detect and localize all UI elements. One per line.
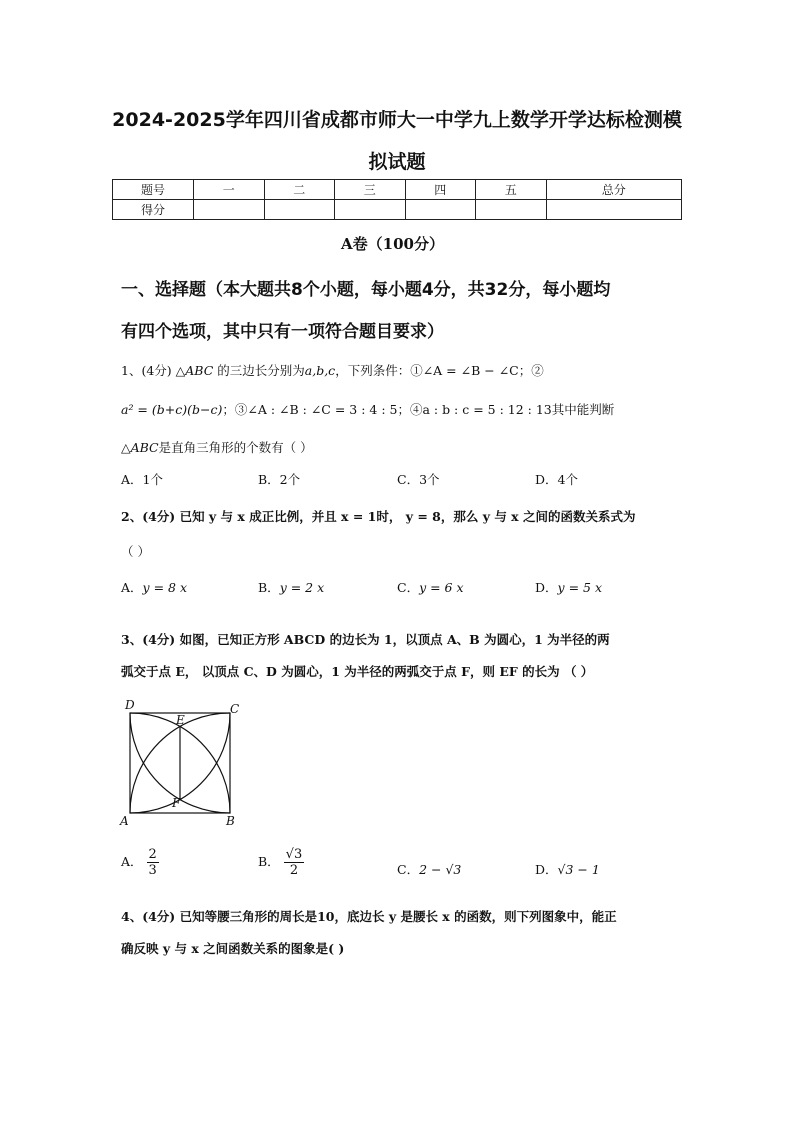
score-cell: 三: [335, 180, 406, 200]
q1-option-b[interactable]: B．2个: [258, 472, 301, 487]
score-input-cell: [264, 200, 335, 220]
label-b: B: [226, 814, 235, 828]
q2-option-a[interactable]: [121, 578, 187, 596]
part-a-heading: A卷（100分）: [341, 235, 444, 253]
score-cell: 四: [405, 180, 476, 200]
q3-option-label: B．: [258, 854, 280, 869]
q2-option-expr: y = 6 x: [419, 580, 464, 595]
q2-line2: （ ）: [121, 544, 150, 559]
score-input-cell: [335, 200, 406, 220]
q3-option-label: D．: [535, 862, 558, 877]
q3-option-a-fraction: [147, 847, 159, 878]
q3-option-d[interactable]: [535, 860, 600, 878]
q3-option-b[interactable]: [258, 847, 304, 878]
score-cell: 二: [264, 180, 335, 200]
fraction-denominator: 3: [148, 863, 157, 878]
q4-line1: 4、(4分) 已知等腰三角形的周长是10，底边长 y 是腰长 x 的函数，则下列图象中，能正: [121, 909, 617, 924]
q1-condition34: ；③∠A : ∠B : ∠C = 3 : 4 : 5；④a : b : c = 5 : 12 : 13: [222, 402, 552, 417]
q3-option-a[interactable]: [121, 847, 159, 878]
q2-option-label: C．: [397, 580, 420, 595]
score-cell: 题号: [113, 180, 194, 200]
q1-conditions: ，下列条件：①∠A = ∠B − ∠C；②: [335, 363, 544, 378]
q1-text4: 是直角三角形的个数有（ ）: [158, 440, 313, 455]
q2-option-expr: y = 2 x: [279, 580, 325, 595]
q3-option-label: C．: [397, 862, 420, 877]
q2-option-expr: y = 8 x: [142, 580, 187, 595]
q3-square-figure: [116, 696, 246, 828]
score-cell: 得分: [113, 200, 194, 220]
q2-option-d[interactable]: [535, 578, 602, 596]
q4-line2: 确反映 y 与 x 之间函数关系的图象是( ): [121, 941, 345, 956]
q1-line2: [121, 400, 614, 418]
score-cell: 一: [194, 180, 265, 200]
score-table-header-row: [113, 180, 682, 200]
q2-option-expr: y = 5 x: [557, 580, 602, 595]
q3-option-label: A．: [121, 854, 143, 869]
q1-condition2: a² = (b+c)(b−c): [121, 402, 223, 417]
q1-option-d[interactable]: D．4个: [535, 472, 578, 487]
q1-option-c[interactable]: C．3个: [397, 472, 440, 487]
fraction-numerator: 2: [148, 847, 157, 862]
q3-option-expr: 2 − √3: [419, 862, 462, 877]
q1-line3: [121, 438, 313, 456]
q1-text3: 其中能判断: [551, 402, 615, 417]
q3-option-expr: √3 − 1: [557, 862, 600, 877]
score-input-cell: [194, 200, 265, 220]
label-d: D: [125, 698, 135, 712]
exam-title-line1: 2024-2025学年四川省成都市师大一中学九上数学开学达标检测模: [112, 109, 682, 131]
q2-option-b[interactable]: [258, 578, 324, 596]
label-f: F: [172, 796, 181, 810]
score-table-score-row: [113, 200, 682, 220]
score-input-cell: [546, 200, 682, 220]
q1-option-a[interactable]: A．1个: [121, 472, 163, 487]
q3-option-b-fraction: [284, 847, 305, 878]
section1-heading-line2: 有四个选项，其中只有一项符合题目要求）: [121, 322, 444, 342]
exam-title-line2: 拟试题: [368, 151, 426, 173]
q1-prefix: 1、(4分): [121, 363, 172, 378]
label-e: E: [176, 713, 185, 727]
label-a: A: [120, 814, 129, 828]
fraction-numerator: √3: [285, 847, 303, 862]
q1-text: 的三边长分别为: [217, 363, 305, 378]
q1-sides: a,b,c: [304, 363, 336, 378]
q1-triangle2: △ABC: [121, 440, 159, 455]
fraction-denominator: 2: [289, 863, 299, 878]
section1-heading-line1: 一、选择题（本大题共8个小题，每小题4分，共32分，每小题均: [121, 280, 611, 300]
q1-triangle: △ABC: [175, 363, 214, 378]
score-cell: 五: [476, 180, 547, 200]
score-input-cell: [405, 200, 476, 220]
q2-option-label: D．: [535, 580, 558, 595]
q2-line1: 2、(4分) 已知 y 与 x 成正比例，并且 x = 1时， y = 8，那么 y 与 x 之间的函数关系式为: [121, 509, 636, 524]
q3-line2: 弧交于点 E， 以顶点 C、D 为圆心，1 为半径的两弧交于点 F，则 EF 的长为 （ ）: [121, 664, 594, 679]
q3-option-c[interactable]: [397, 860, 461, 878]
q2-option-c[interactable]: [397, 578, 464, 596]
q1-line1: [121, 361, 544, 379]
score-input-cell: [476, 200, 547, 220]
q2-option-label: A．: [121, 580, 143, 595]
q2-option-label: B．: [258, 580, 280, 595]
score-cell: 总分: [546, 180, 682, 200]
score-table: [112, 179, 682, 220]
q3-line1: 3、(4分) 如图，已知正方形 ABCD 的边长为 1，以顶点 A、B 为圆心，1 为半径的两: [121, 632, 610, 647]
label-c: C: [230, 702, 240, 716]
